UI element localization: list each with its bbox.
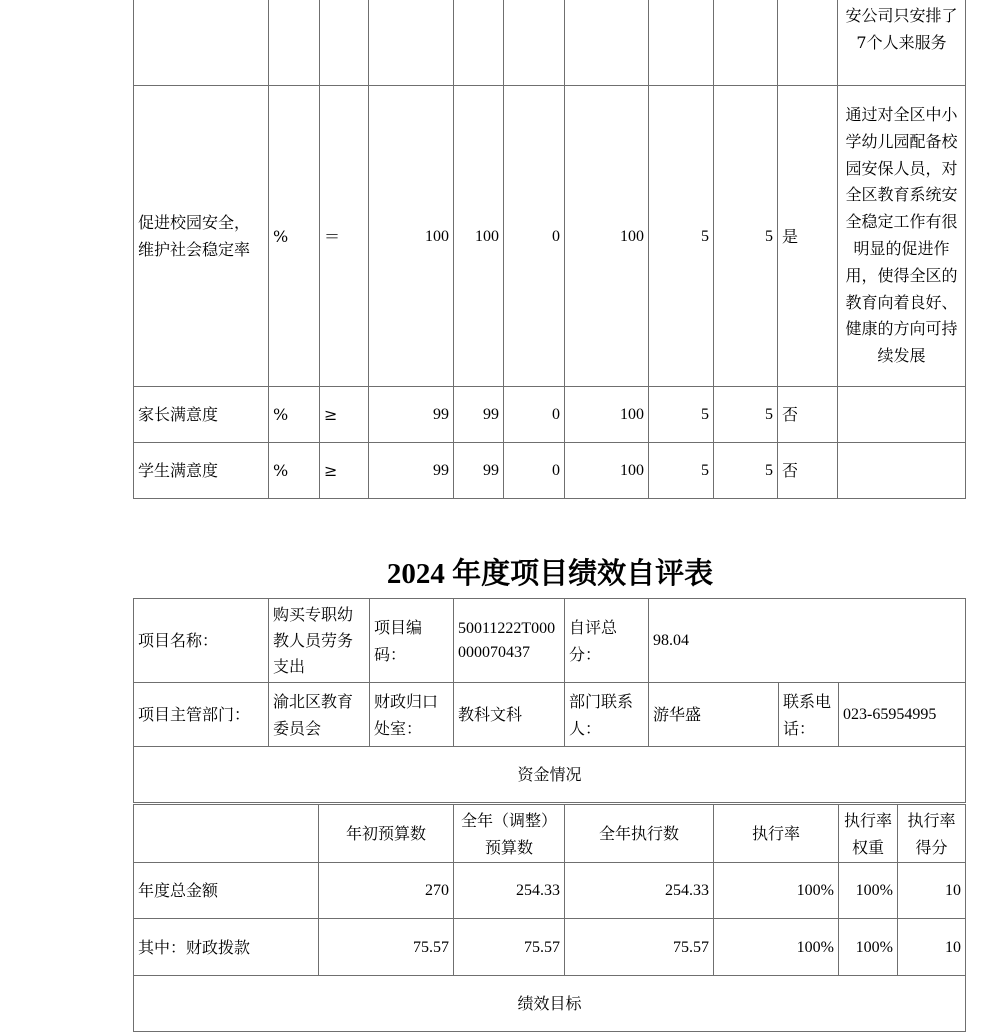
score-label: 自评总分：: [565, 599, 649, 683]
indicator-table: [133, 0, 966, 499]
header-cell: 执行率权重: [839, 805, 898, 863]
value-cell: 100%: [714, 919, 839, 976]
project-code-label: 项目编码：: [370, 599, 454, 683]
header-cell: 执行率得分: [898, 805, 966, 863]
operator-cell: ＝: [320, 86, 369, 387]
score-cell: 5: [714, 443, 778, 499]
unit-cell: %: [269, 387, 320, 443]
project-name-value: 购买专职幼教人员劳务支出: [269, 599, 370, 683]
contact-value: 游华盛: [649, 683, 779, 747]
operator-cell: ≥: [320, 443, 369, 499]
value-cell: 270: [319, 863, 454, 919]
table-row: [134, 747, 966, 803]
value-cell: 75.57: [319, 919, 454, 976]
value-cell: 254.33: [565, 863, 714, 919]
value-cell: 10: [898, 919, 966, 976]
table-row: [134, 387, 966, 443]
value-cell: 100%: [839, 919, 898, 976]
table-row: [134, 976, 966, 1032]
project-code-value: 50011222T000000070437: [454, 599, 565, 683]
rate-cell: 100: [565, 443, 649, 499]
flag-cell: 否: [778, 387, 838, 443]
deviation-cell: 0: [504, 387, 565, 443]
unit-cell: %: [269, 86, 320, 387]
note-cell: 安公司只安排了7个人来服务: [838, 0, 966, 86]
score-value: 98.04: [649, 599, 966, 683]
header-cell: 执行率: [714, 805, 839, 863]
rate-cell: 100: [565, 86, 649, 387]
value-cell: 100%: [714, 863, 839, 919]
actual-cell: 99: [454, 387, 504, 443]
header-cell: [134, 805, 319, 863]
weight-cell: 5: [649, 443, 714, 499]
flag-cell: 是: [778, 86, 838, 387]
value-cell: 100%: [839, 863, 898, 919]
row-label: 年度总金额: [134, 863, 319, 919]
header-cell: 年初预算数: [319, 805, 454, 863]
value-cell: 75.57: [565, 919, 714, 976]
table-row: [134, 86, 966, 387]
goals-section-label: 绩效目标: [134, 976, 966, 1032]
table-row: [134, 805, 966, 863]
table-row: [134, 599, 966, 683]
target-cell: 99: [369, 387, 454, 443]
actual-cell: 99: [454, 443, 504, 499]
score-cell: 5: [714, 387, 778, 443]
header-cell: 全年执行数: [565, 805, 714, 863]
score-cell: 5: [714, 86, 778, 387]
phone-label: 联系电话：: [779, 683, 839, 747]
funds-section-label: 资金情况: [134, 747, 966, 803]
contact-label: 部门联系人：: [565, 683, 649, 747]
indicator-name: 家长满意度: [134, 387, 269, 443]
target-cell: 100: [369, 86, 454, 387]
indicator-name: 促进校园安全，维护社会稳定率: [134, 86, 269, 387]
indicator-name: 学生满意度: [134, 443, 269, 499]
project-name-label: 项目名称：: [134, 599, 269, 683]
table-row: [134, 863, 966, 919]
value-cell: 75.57: [454, 919, 565, 976]
weight-cell: 5: [649, 387, 714, 443]
table-row: [134, 683, 966, 747]
deviation-cell: 0: [504, 86, 565, 387]
unit-cell: %: [269, 443, 320, 499]
deviation-cell: 0: [504, 443, 565, 499]
note-cell: [838, 387, 966, 443]
finance-value: 教科文科: [454, 683, 565, 747]
finance-label: 财政归口处室：: [370, 683, 454, 747]
phone-value: 023-65954995: [839, 683, 966, 747]
target-cell: 99: [369, 443, 454, 499]
table-row: [134, 919, 966, 976]
value-cell: 10: [898, 863, 966, 919]
project-info-table: [133, 598, 966, 803]
value-cell: 254.33: [454, 863, 565, 919]
flag-cell: 否: [778, 443, 838, 499]
weight-cell: 5: [649, 86, 714, 387]
dept-label: 项目主管部门：: [134, 683, 269, 747]
table-row: [134, 443, 966, 499]
table-row: [134, 0, 966, 86]
funds-table: [133, 804, 966, 1032]
note-cell: 通过对全区中小学幼儿园配备校园安保人员，对全区教育系统安全稳定工作有很明显的促进作用，使得全区的教育向着良好、健康的方向可持续发展: [838, 86, 966, 387]
dept-value: 渝北区教育委员会: [269, 683, 370, 747]
header-cell: 全年（调整）预算数: [454, 805, 565, 863]
form-title: 2024 年度项目绩效自评表: [386, 558, 714, 590]
actual-cell: 100: [454, 86, 504, 387]
note-cell: [838, 443, 966, 499]
rate-cell: 100: [565, 387, 649, 443]
row-label: 其中：财政拨款: [134, 919, 319, 976]
operator-cell: ≥: [320, 387, 369, 443]
